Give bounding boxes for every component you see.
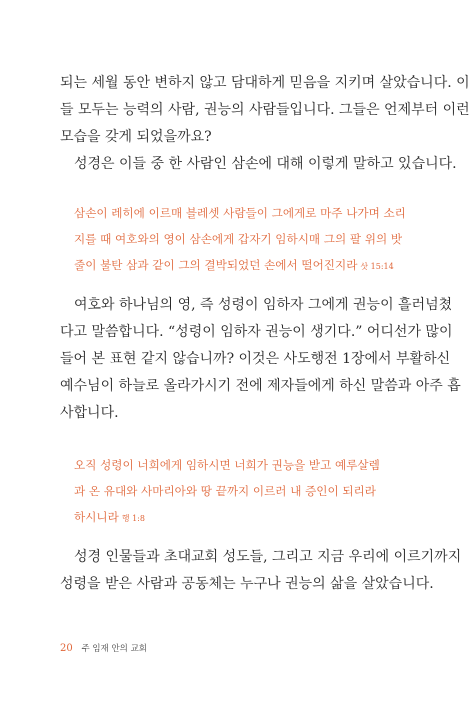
quote-line — [74, 504, 404, 532]
text-line: 성령을 받은 사람과 공동체는 누구나 권능의 삶을 살았습니다. — [60, 576, 434, 592]
quote-line-text: 하시니라 — [74, 510, 119, 524]
paragraph-4 — [60, 544, 462, 598]
quote-line: 오직 성령이 너희에게 임하시면 너희가 권능을 받고 예루살렘 — [74, 458, 380, 472]
scripture-quote-2 — [74, 452, 404, 532]
quote-line: 삼손이 레히에 이르매 블레셋 사람들이 그에게로 마주 나가며 소리 — [74, 206, 406, 220]
text-line: 모습을 갖게 되었을까요? — [60, 129, 212, 145]
page-footer — [60, 642, 147, 654]
text-line: 성경 인물들과 초대교회 성도들, 그리고 지금 우리에 이르기까지 — [74, 549, 462, 565]
quote-line: 과 온 유대와 사마리아와 땅 끝까지 이르러 내 증인이 되리라 — [74, 484, 376, 498]
scripture-reference: 삿 15:14 — [360, 262, 394, 271]
text-line: 사합니다. — [60, 405, 119, 421]
text-line: 들 모두는 능력의 사람, 권능의 사람들입니다. 그들은 언제부터 이런 — [60, 102, 470, 118]
running-title: 주 임재 안의 교회 — [81, 644, 148, 654]
text-line: 들어 본 표현 같지 않습니까? 이것은 사도행전 1장에서 부활하신 — [60, 351, 451, 367]
paragraph-3 — [60, 292, 461, 427]
text-line: 되는 세월 동안 변하지 않고 담대하게 믿음을 지키며 살았습니다. 이 — [60, 75, 470, 91]
text-line: 예수님이 하늘로 올라가시기 전에 제자들에게 하신 말씀과 아주 흡 — [60, 378, 461, 394]
quote-line: 지를 때 여호와의 영이 삼손에게 갑자기 임하시매 그의 팔 위의 밧 — [74, 232, 403, 246]
scripture-quote-1 — [74, 200, 404, 280]
quote-line — [74, 252, 404, 280]
text-line: 성경은 이들 중 한 사람인 삼손에 대해 이렇게 말하고 있습니다. — [74, 156, 457, 172]
page-number: 20 — [60, 643, 73, 654]
paragraph-2 — [74, 151, 457, 178]
scripture-reference: 행 1:8 — [121, 514, 145, 523]
quote-line-text: 줄이 불탄 삼과 같이 그의 결박되었던 손에서 떨어진지라 — [74, 258, 358, 272]
text-line: 다고 말씀합니다. “성령이 임하자 권능이 생기다.” 어디선가 많이 — [60, 324, 453, 340]
text-line: 여호와 하나님의 영, 즉 성령이 임하자 그에게 권능이 흘러넘쳤 — [74, 297, 453, 313]
paragraph-1 — [60, 70, 470, 151]
